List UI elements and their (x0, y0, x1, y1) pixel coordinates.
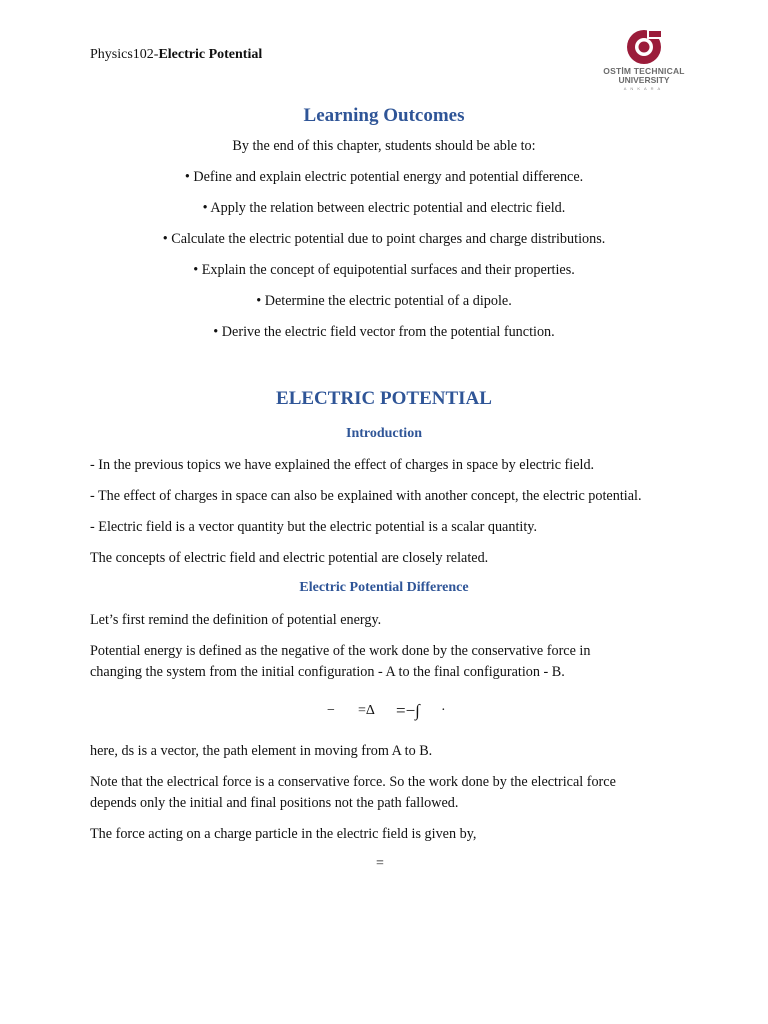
note-line: depends only the initial and final positions not the path fallowed. (90, 795, 459, 811)
outcome-item: • Determine the electric potential of a dipole. (256, 293, 512, 309)
course-prefix: Physics102- (90, 47, 159, 62)
epd-heading: Electric Potential Difference (299, 580, 469, 595)
formula-part: · (441, 703, 446, 718)
outcome-item: • Apply the relation between electric potential and electric field. (202, 200, 566, 216)
intro-line: - In the previous topics we have explained the effect of charges in space by electric field. (90, 457, 595, 473)
note-line: Note that the electrical force is a conservative force. So the work done by the electrical force (90, 774, 616, 790)
logo-line1: OSTİM TECHNICAL (603, 66, 685, 76)
course-topic: Electric Potential (158, 47, 263, 62)
running-header (90, 47, 262, 63)
introduction-heading: Introduction (346, 426, 422, 441)
formula-part: =Δ (358, 703, 375, 718)
outcome-item: • Define and explain electric potential energy and potential difference. (184, 169, 584, 185)
epd-line: Let’s first remind the definition of potential energy. (90, 612, 382, 628)
logo-emblem-icon (598, 28, 690, 68)
outcome-item: • Derive the electric field vector from the potential function. (213, 324, 555, 340)
ds-note: here, ds is a vector, the path element in moving from A to B. (90, 743, 433, 759)
intro-line: - The effect of charges in space can also be explained with another concept, the electric potential. (90, 488, 642, 504)
outcome-item: • Calculate the electric potential due to point charges and charge distributions. (162, 231, 606, 247)
learning-outcomes-intro: By the end of this chapter, students should be able to: (232, 138, 536, 154)
university-logo (598, 28, 690, 92)
logo-line3: ANKARA (623, 86, 665, 91)
formula-part: =−∫ (396, 701, 420, 720)
outcome-item: • Explain the concept of equipotential surfaces and their properties. (193, 262, 575, 278)
epd-paragraph-line: changing the system from the initial configuration - A to the final configuration - B. (90, 664, 565, 680)
formula-part: − (327, 703, 335, 718)
logo-line2: UNIVERSITY (618, 75, 670, 85)
learning-outcomes-title: Learning Outcomes (303, 105, 465, 126)
formula-force: = (376, 856, 384, 871)
section-title: ELECTRIC POTENTIAL (276, 388, 492, 409)
epd-paragraph-line: Potential energy is defined as the negative of the work done by the conservative force in (90, 643, 591, 659)
intro-line: The concepts of electric field and electric potential are closely related. (90, 550, 489, 566)
force-line: The force acting on a charge particle in the electric field is given by, (90, 826, 477, 842)
intro-line: - Electric field is a vector quantity but the electric potential is a scalar quantity. (90, 519, 537, 535)
